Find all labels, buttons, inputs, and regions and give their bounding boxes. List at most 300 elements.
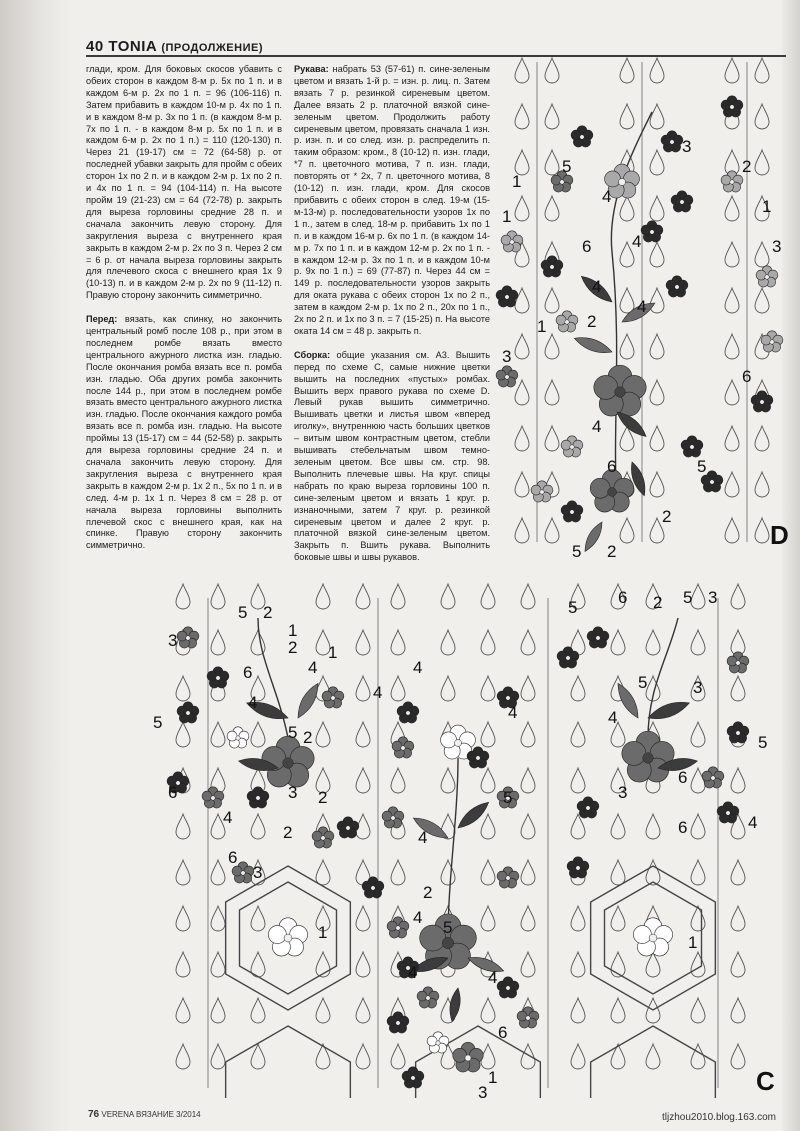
chart-c-flowers [167,618,749,1088]
drop-outline [731,906,745,931]
text-column-middle [294,64,490,576]
drop-outline [356,906,370,931]
chart-c-letter: C [756,1066,775,1096]
color-number-label: 4 [592,417,602,436]
leaf [298,683,318,718]
flower-center [505,375,509,379]
drop-outline [481,722,495,747]
flower-center [618,178,625,185]
page-binding-shadow [0,0,72,1131]
drop-outline [515,196,529,221]
color-number-label: 6 [168,783,178,802]
sleeves-label: Рукава: [294,64,329,74]
flower [761,331,783,352]
drop-outline [545,150,559,175]
flower-petal [666,280,676,290]
flower-petal [702,771,712,781]
drop-outline [356,630,370,655]
color-number-label: 5 [562,157,572,176]
flower [541,256,563,277]
flower-petal [561,505,571,515]
flower-center [760,400,764,404]
flower-center [765,275,769,279]
flower-petal [605,171,621,187]
drop-outline [481,768,495,793]
color-number-label: 4 [418,828,428,847]
color-number-label: 5 [503,788,513,807]
drop-outline [251,1044,265,1069]
flower-petal [751,395,761,405]
flower [727,722,749,743]
drop-outline [211,584,225,609]
drop-outline [691,906,705,931]
drop-outline [545,58,559,83]
flower-center [675,285,679,289]
drop-outline [611,906,625,931]
color-number-label: 6 [498,1023,508,1042]
drop-outline [521,860,535,885]
flower-center [241,871,245,875]
flower-petal [402,1071,412,1081]
flower [397,702,419,723]
flower-center [711,776,715,780]
drop-outline [211,1044,225,1069]
drop-outline [731,768,745,793]
drop-outline [755,242,769,267]
drop-outline [481,630,495,655]
page-title-continuation: (ПРОДОЛЖЕНИЕ) [161,42,263,54]
flower-petal [756,270,766,280]
drop-outline [571,722,585,747]
drop-outline [521,630,535,655]
drop-outline [755,472,769,497]
color-number-label: 4 [632,232,642,251]
drop-outline [725,196,739,221]
color-number-label: 4 [408,963,418,982]
flower-center [411,1076,415,1080]
flower-petal [556,315,566,325]
drop-outline [650,288,664,313]
flower-center [550,265,554,269]
drop-outline [515,426,529,451]
flower-petal [577,801,587,811]
flower [207,667,229,688]
color-number-label: 2 [283,823,293,842]
flower-center [506,986,510,990]
color-number-label: 4 [608,708,618,727]
drop-outline [316,722,330,747]
flower-petal [312,831,322,841]
drop-outline [650,472,664,497]
flower [202,787,224,808]
color-number-label: 3 [682,137,692,156]
color-number-label: 3 [253,863,263,882]
drop-outline [515,104,529,129]
color-number-label: 4 [602,187,612,206]
drop-outline [545,288,559,313]
drop-outline [481,906,495,931]
drop-outline [755,288,769,313]
drop-outline [441,860,455,885]
assembly-text: общие указания см. А3. Вышить перед по схеме С, самые нижние цветки вышить на последних «пустых» ромбах. Вышить верх правого рукава по схеме D. Левый рукав вышить симметрично. Вышивать цветки и листья швом «вперед иголку», внутреннюю часть больших цветков – витым швом контрастным цветом, стебли вышивать стебельчатым швом темно-зеленым цветом. Все швы см. стр. 98. Выполнить плечевые швы. На круг. спицы набрать по краю выреза горловины 100 п. сине-зеленым цветом и вязать 1 круг. р. изнаночными, затем 7 круг. р. резинкой сиреневым цветом и далее 2 круг. р. платочной вязкой сине-зеленым цветом. Закрыть п. Вшить рукава. Выполнить боковые швы и швы рукавов. [294,349,490,563]
drop-outline [481,998,495,1023]
drop-outline [571,676,585,701]
flower-petal [594,375,618,399]
flower-petal [497,981,507,991]
flower [392,737,414,758]
flower-center [211,796,215,800]
flower [268,918,307,956]
flower [661,131,683,152]
flower-center [236,736,240,740]
flower-petal [557,651,567,661]
drop-outline [725,58,739,83]
flower [756,266,778,287]
drop-outline [356,1044,370,1069]
drop-outline [620,334,634,359]
flower-petal [541,260,551,270]
drop-outline [611,814,625,839]
drop-outline [521,1044,535,1069]
drop-outline [515,380,529,405]
drop-outline [515,334,529,359]
stem [448,758,458,938]
flower [702,767,724,788]
embroidery-chart-d [492,52,792,572]
flower-center [596,636,600,640]
flower-center [570,445,574,449]
stem [258,618,288,738]
flower [721,96,743,117]
color-number-label: 2 [288,638,298,657]
color-number-label: 5 [238,603,248,622]
flower-center [570,510,574,514]
drop-outline [211,630,225,655]
color-number-label: 2 [742,157,752,176]
drop-outline [691,722,705,747]
drop-outline [481,584,495,609]
color-number-label: 1 [328,643,338,662]
flower-petal [721,100,731,110]
drop-outline [176,952,190,977]
drop-outline [571,768,585,793]
flower [362,877,384,898]
flower-petal [322,691,332,701]
drop-outline [650,150,664,175]
flower-petal [387,921,397,931]
flower-petal [551,175,561,185]
flower-center [454,739,461,746]
drop-outline [521,814,535,839]
front-label: Перед: [86,314,118,325]
drop-outline [481,814,495,839]
color-number-label: 3 [502,347,512,366]
drop-outline [611,1044,625,1069]
drop-outline [691,1044,705,1069]
flower-petal [247,791,257,801]
flower-petal [227,731,237,741]
flower-center [321,836,325,840]
flower [671,191,693,212]
color-number-label: 1 [688,933,698,952]
flower-petal [177,706,187,716]
flower [497,867,519,888]
flower [727,652,749,673]
flower-center [730,105,734,109]
drop-outline [316,998,330,1023]
drop-outline [356,768,370,793]
drop-outline [211,998,225,1023]
flower-center [736,731,740,735]
flower-petal [362,881,372,891]
flower-center [442,937,453,948]
flower [402,1067,424,1088]
drop-outline [515,288,529,313]
flower-center [726,811,730,815]
flower-center [770,340,774,344]
flower-center [284,934,292,942]
flower-petal [590,478,610,498]
color-number-label: 3 [618,783,628,802]
flower [382,807,404,828]
flower-petal [517,1011,527,1021]
drop-outline [521,584,535,609]
flower-center [216,676,220,680]
flower-center [426,996,430,1000]
drop-outline [521,906,535,931]
flower [496,366,518,387]
drop-outline [545,426,559,451]
flower [227,727,249,748]
drop-outline [521,952,535,977]
color-number-label: 3 [168,631,178,650]
drop-outline [731,998,745,1023]
color-number-label: 5 [572,542,582,561]
flower [337,817,359,838]
flower [594,365,646,416]
flower-petal [467,751,477,761]
color-number-label: 1 [537,317,547,336]
drop-outline [620,196,634,221]
drop-outline [481,676,495,701]
drop-outline [391,1044,405,1069]
drop-outline [611,860,625,885]
flower [417,987,439,1008]
color-number-label: 1 [318,923,328,942]
flower-center [586,806,590,810]
flower-center [643,753,654,764]
color-number-label: 3 [478,1083,488,1098]
drop-outline [545,380,559,405]
drop-outline [611,630,625,655]
drop-outline [691,584,705,609]
color-number-label: 6 [678,818,688,837]
color-number-label: 2 [587,312,597,331]
flower-center [505,295,509,299]
page-number: 76 [88,1109,100,1120]
drop-outline [755,426,769,451]
flower [557,647,579,668]
flower-center [526,1016,530,1020]
color-number-label: 4 [748,813,758,832]
color-number-label: 2 [303,728,313,747]
flower-petal [497,871,507,881]
flower [561,501,583,522]
color-number-label: 2 [423,883,433,902]
flower-center [565,320,569,324]
drop-outline [251,906,265,931]
flower-petal [501,235,511,245]
drop-outline [211,952,225,977]
drop-outline [691,630,705,655]
color-number-label: 4 [488,968,498,987]
flower-center [510,240,514,244]
flower-petal [453,1048,467,1062]
drop-outline [176,1044,190,1069]
color-number-label: 5 [638,673,648,692]
flower [681,436,703,457]
flower-petal [717,806,727,816]
drop-outline [691,952,705,977]
flower [633,918,672,956]
color-number-label: 4 [308,658,318,677]
flower-petal [561,440,571,450]
color-number-label: 4 [508,703,518,722]
assembly-label: Сборка: [294,349,331,360]
flower [567,857,589,878]
flower-petal [268,926,286,944]
drop-outline [620,104,634,129]
drop-outline [441,768,455,793]
drop-outline [650,380,664,405]
color-number-label: 3 [288,783,298,802]
drop-outline [650,196,664,221]
drop-outline [731,630,745,655]
flower [571,126,593,147]
drop-outline [251,722,265,747]
drop-outline [691,768,705,793]
flower-center [186,636,190,640]
drop-outline [571,952,585,977]
flower-petal [337,821,347,831]
magazine-name: VERENA ВЯЗАНИЕ 3/2014 [101,1110,201,1119]
assembly-instructions-paragraph [294,350,490,564]
drop-outline [620,288,634,313]
drop-outline [356,676,370,701]
flower [587,627,609,648]
flower-petal [531,485,541,495]
drop-outline [755,518,769,543]
flower-center [283,758,294,769]
drop-outline [755,58,769,83]
color-number-label: 2 [662,507,672,526]
drop-outline [356,998,370,1023]
color-number-label: 4 [223,808,233,827]
hexagon-frame-outer [591,1026,716,1098]
sleeves-instructions-paragraph [294,64,490,338]
blog-watermark: tljzhou2010.blog.163.com [662,1112,776,1123]
flower-petal [427,1036,437,1046]
drop-outline [650,426,664,451]
flower [247,787,269,808]
flower-center [670,140,674,144]
flower-petal [633,926,651,944]
drop-outline [620,518,634,543]
flower [453,1042,484,1072]
flower-center [476,756,480,760]
flower-petal [701,475,711,485]
flower-petal [641,225,651,235]
color-number-label: 4 [413,908,423,927]
drop-outline [545,104,559,129]
flower-center [730,180,734,184]
drop-outline [731,952,745,977]
drop-outline [176,584,190,609]
drop-outline [725,518,739,543]
flower [666,276,688,297]
drop-outline [176,676,190,701]
color-number-label: 5 [568,598,578,617]
flower-center [346,826,350,830]
flower-petal [761,335,771,345]
color-number-label: 2 [318,788,328,807]
flower-center [736,661,740,665]
drop-outline [176,860,190,885]
drop-outline [571,1044,585,1069]
flower [322,687,344,708]
drop-outline [521,676,535,701]
flower [177,627,199,648]
color-number-label: 3 [772,237,782,256]
back-instructions-paragraph: глади, кром. Для боковых скосов убавить с обеих сторон в каждом 8-м р. 5х по 1 п. и в каждом 6-м р. 2х по 1 п. = 96 (106-116) п. Затем прибавить в каждом 10-м р. 4х по 1 п. и в каждом 8-м р. 3х по 1 п. (в каждом 8-м р. 7х по 1 п. - в каждом 8-м р. 5х по 1 п. и в каждом 6-м р. 2х по 1 п.) = 110 (120-130) п. Через 21 (19-17) см = 72 (64-58) р. от последней убавки закрыть для пройм с обеих сторон 1х по 2 п. и в каждом 2-м р. 1х по 2 п. и 4х по 1 п. = 94 (104-114) п. На высоте пройм 19 (21-23) см = 64 (72-78) р. закрыть для выреза горловины средние 28 п. и сначала закончить левую сторону. Для закругления выреза с внутреннего края закрыть в каждом 2-м р. 2х по 3 п. Через 2 см = 6 р. от начала выреза горловины закрыть для плечевого скоса с внешнего края 1х 9 (10-13) п. и в каждом 2-м р. 2х по 9 (11-12) п. Правую сторону закончить симметрично. [86,64,282,301]
drop-outline [521,768,535,793]
flower-petal [567,861,577,871]
drop-outline [646,1044,660,1069]
flower-center [650,230,654,234]
flower-petal [497,691,507,701]
leaf [458,802,489,828]
flower-center [560,180,564,184]
flower-center [406,711,410,715]
drop-outline [391,676,405,701]
page-title [86,38,263,55]
flower [387,1012,409,1033]
flower [641,221,663,242]
flower-petal [177,631,187,641]
drop-outline [211,860,225,885]
drop-outline [391,630,405,655]
flower-petal [661,135,671,145]
drop-outline [356,584,370,609]
flower-center [566,656,570,660]
color-number-label: 1 [762,197,772,216]
drop-outline [725,380,739,405]
flower [561,436,583,457]
flower-petal [397,706,407,716]
drop-outline [725,288,739,313]
flower [387,917,409,938]
hexagon-frame-outer [226,1026,351,1098]
color-number-label: 3 [693,678,703,697]
flower-petal [571,130,581,140]
flower [531,481,553,502]
chart-c-color-numbers [153,588,767,1098]
flower-petal [202,791,212,801]
sleeves-text: набрать 53 (57-61) п. сине-зеленым цветом и вязать 1-й р. = изн. р. лиц. п. Затем вязать 7 р. резинкой сиреневым цветом. Далее вязать 2 р. платочной вязкой сине-зеленым цветом. Продолжить работу сиреневым цветом, провязать сначала 1 изн. р. изн. п. и со след. изн. р. распределить п. таким образом: кром., 8 (10-12) п. изн. глади, *7 п. цветочного мотива, 7 п. изн. глади, повторять от * 2х, 7 п. цветочного мотива, 8 (10-12) п. изн. глади, кром. Для скосов прибавить с обеих сторон в след. 19-м (15-м-13-м) р. последовательности узоров 1х по 1 п., затем в след. 18-м р. прибавить 1х по 1 п. и в каждом 16-м р. 6х по 1 п. (в каждом 14-м р. 7х по 1 п. и в каждом 12-м р. 2х по 1 п. - в каждом 12-м р. 3х по 1 п. и в каждом 10-м р. 9х по 1 п.) = 69 (77-87) п. Через 44 см = 149 р. последовательности узоров закрыть для оката рукава с обеих сторон 1х по 2 п., затем в каждом 2-м р. 1х по 2 п., 20х по 1 п., 2х по 2 п. и 1х по 3 п. = 7 (15-25) п. На высоте оката 14 см = 48 р. закрыть п. [294,64,490,336]
drop-outline [211,906,225,931]
flower [721,171,743,192]
color-number-label: 4 [413,658,423,677]
